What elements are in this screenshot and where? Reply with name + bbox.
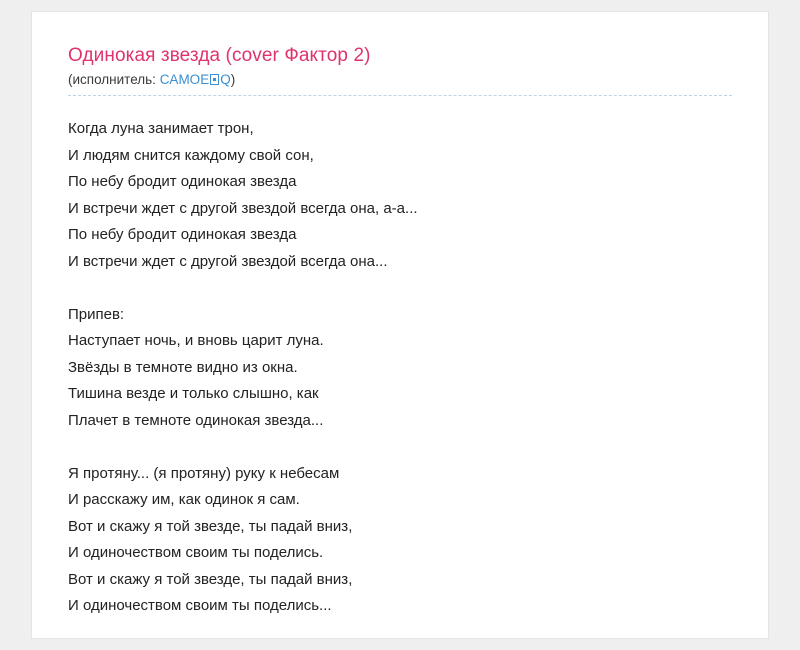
lyrics-line: Я протяну... (я протяну) руку к небесам — [68, 464, 340, 482]
lyrics-line: Тишина везде и только слышно, как — [68, 385, 319, 402]
lyrics-blank-line — [68, 434, 732, 461]
lyrics-line: Звёзды в темноте видно из окна. — [68, 358, 298, 376]
missing-glyph-icon — [210, 74, 219, 85]
lyrics-line: Плачет в темноте одинокая звезда... — [68, 411, 324, 429]
lyrics-line: И одиночеством своим ты поделись. — [68, 544, 324, 561]
performer-line — [68, 72, 732, 96]
performer-suffix-label: ) — [230, 72, 236, 87]
lyrics-line: И людям снится каждому свой сон, — [68, 146, 314, 164]
performer-prefix-label: (исполнитель: — [68, 72, 160, 87]
performer-name-end: Q — [220, 72, 231, 87]
lyrics-line: Вот и скажу я той звезде, ты падай вниз, — [68, 570, 353, 588]
lyrics-line: Наступает ночь, и вновь царит луна. — [68, 332, 324, 349]
lyrics-line: По небу бродит одинокая звезда — [68, 173, 297, 190]
performer-link[interactable] — [160, 72, 231, 87]
lyrics-blank-line — [68, 275, 732, 302]
lyrics-line: И одиночеством своим ты поделись... — [68, 597, 332, 614]
lyrics-line: Когда луна занимает трон, — [68, 120, 254, 137]
lyrics-line: И расскажу им, как одинок я сам. — [68, 491, 300, 508]
page-title: Одинокая звезда (cover Фактор 2) — [68, 45, 371, 66]
lyrics-line: Вот и скажу я той звезде, ты падай вниз, — [68, 517, 353, 535]
lyrics-line: И встречи ждет с другой звездой всегда она, а-а... — [68, 199, 418, 217]
lyrics-line: По небу бродит одинокая звезда — [68, 226, 297, 243]
lyrics-line: И встречи ждет с другой звездой всегда она... — [68, 252, 388, 270]
performer-name-start: CAMOE — [159, 72, 210, 87]
lyrics-line: Припев: — [68, 305, 125, 323]
lyrics-body — [68, 116, 732, 620]
lyrics-page — [32, 12, 768, 638]
